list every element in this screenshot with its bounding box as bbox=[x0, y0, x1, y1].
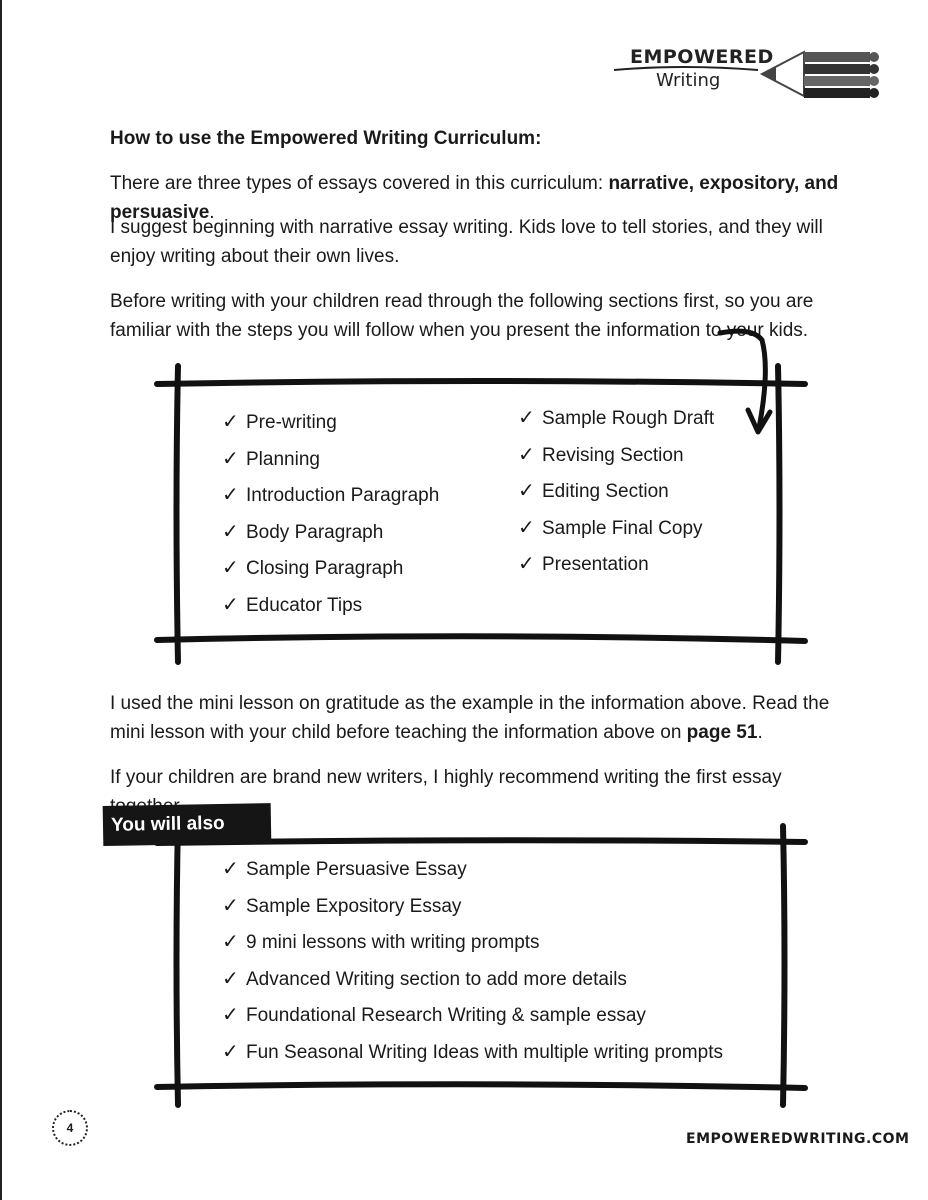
paragraph-text: There are three types of essays covered in this curriculum: bbox=[110, 173, 609, 194]
list-item: ✓ Editing Section bbox=[518, 473, 714, 510]
list-item: ✓ Advanced Writing section to add more details bbox=[222, 961, 723, 998]
checkmark-icon: ✓ bbox=[518, 553, 535, 575]
list-item: ✓ Planning bbox=[222, 441, 439, 478]
page-edge bbox=[0, 0, 2, 1200]
list-item: ✓ Educator Tips bbox=[222, 587, 439, 624]
checkmark-icon: ✓ bbox=[222, 931, 239, 953]
page-reference: page 51 bbox=[686, 722, 758, 743]
checkmark-icon: ✓ bbox=[222, 520, 239, 543]
checkmark-icon: ✓ bbox=[518, 516, 535, 539]
checkmark-icon: ✓ bbox=[222, 557, 239, 579]
logo-subtitle: Writing bbox=[656, 70, 721, 91]
list-item: ✓ 9 mini lessons with writing prompts bbox=[222, 924, 723, 961]
list-item: ✓ Pre-writing bbox=[222, 404, 439, 441]
checkmark-icon: ✓ bbox=[222, 858, 239, 880]
sections-list-left bbox=[222, 404, 439, 623]
page-number: 4 bbox=[52, 1110, 88, 1146]
list-item: ✓ Sample Rough Draft bbox=[518, 400, 714, 437]
list-item: ✓ Closing Paragraph bbox=[222, 550, 439, 587]
checkmark-icon: ✓ bbox=[222, 484, 239, 506]
paragraph-end: . bbox=[209, 202, 215, 223]
checkmark-icon: ✓ bbox=[222, 1004, 239, 1026]
checkmark-icon: ✓ bbox=[518, 480, 535, 502]
list-item: ✓ Sample Expository Essay bbox=[222, 888, 723, 925]
list-item: ✓ Sample Persuasive Essay bbox=[222, 851, 723, 888]
checkmark-icon: ✓ bbox=[222, 593, 239, 616]
list-item: ✓ Fun Seasonal Writing Ideas with multiple writing prompts bbox=[222, 1034, 723, 1071]
paragraph-new-writers: If your children are brand new writers, I highly recommend writing the first essay bbox=[110, 767, 782, 788]
list-item: ✓ Presentation bbox=[518, 546, 714, 583]
website-url: EMPOWEREDWRITING.COM bbox=[686, 1131, 910, 1147]
paragraph-text: I used the mini lesson on gratitude as the example in the information above. Read the mini lesson with your child before teaching the information above on bbox=[110, 693, 830, 743]
arrow-icon bbox=[720, 331, 765, 428]
sections-list-right bbox=[518, 400, 714, 583]
paragraph-before-writing: Before writing with your children read through the following sections first, so you are familiar with the steps you will follow when you present the information to your kids. bbox=[110, 291, 814, 341]
essay-types-bold: narrative, expository, and persuasive bbox=[110, 173, 839, 223]
paragraph-mini-lesson bbox=[110, 689, 850, 747]
paragraph-narrative: I suggest beginning with narrative essay writing. Kids love to tell stories, and they will enjoy writing about their own lives. bbox=[110, 217, 823, 267]
checkmark-icon: ✓ bbox=[518, 407, 535, 429]
checkmark-icon: ✓ bbox=[518, 443, 535, 466]
also-find-label: You will also find: bbox=[103, 803, 272, 846]
checkmark-icon: ✓ bbox=[222, 1040, 239, 1063]
also-find-list bbox=[222, 851, 723, 1070]
list-item: ✓ Revising Section bbox=[518, 437, 714, 474]
section-heading: How to use the Empowered Writing Curriculum: bbox=[110, 128, 542, 149]
paragraph-end: . bbox=[757, 722, 763, 743]
list-item: ✓ Body Paragraph bbox=[222, 514, 439, 551]
list-item: ✓ Sample Final Copy bbox=[518, 510, 714, 547]
checkmark-icon: ✓ bbox=[222, 411, 239, 433]
checkmark-icon: ✓ bbox=[222, 894, 239, 917]
brand-logo bbox=[612, 44, 884, 106]
checkmark-icon: ✓ bbox=[222, 447, 239, 470]
logo-title: EMPOWERED bbox=[630, 46, 774, 68]
list-item: ✓ Foundational Research Writing & sample essay bbox=[222, 997, 723, 1034]
list-item: ✓ Introduction Paragraph bbox=[222, 477, 439, 514]
checkmark-icon: ✓ bbox=[222, 967, 239, 990]
